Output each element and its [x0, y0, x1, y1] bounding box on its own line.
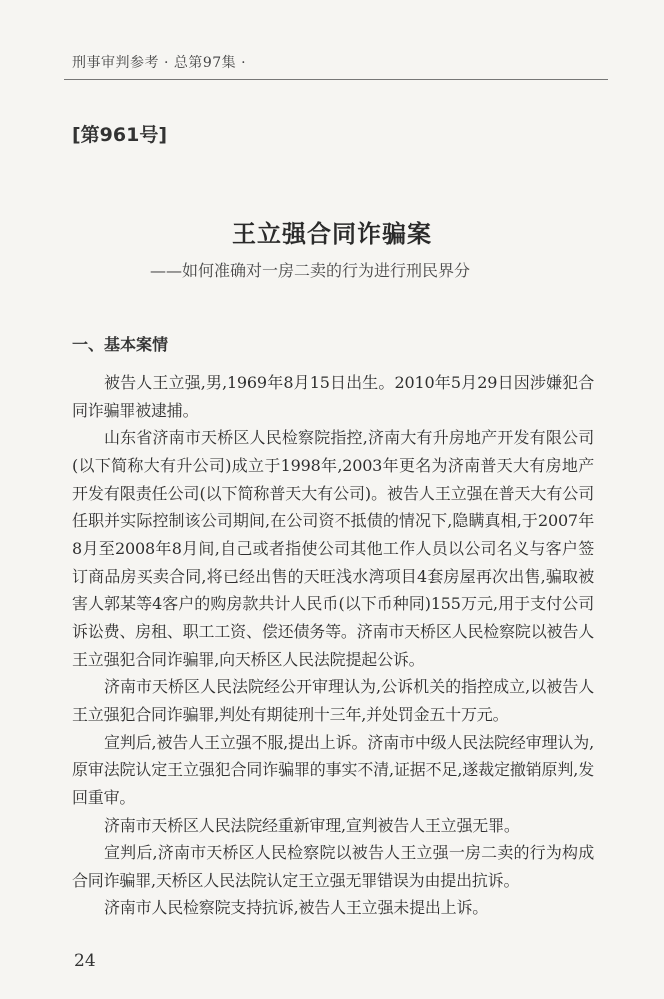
- running-head: 刑事审判参考 · 总第97集 ·: [72, 55, 247, 71]
- page-number: 24: [74, 951, 96, 971]
- paragraph: 宣判后,被告人王立强不服,提出上诉。济南市中级人民法院经审理认为,原审法院认定王立强犯合同诈骗罪的事实不清,证据不足,遂裁定撤销原判,发回重审。: [72, 732, 594, 807]
- paragraph: 山东省济南市天桥区人民检察院指控,济南大有升房地产开发有限公司(以下简称大有升公司)成立于1998年,2003年更名为济南普天大有房地产开发有限责任公司(以下简称普天大有公司)。被告人王立强在普天大有公司任职并实际控制该公司期间,在公司资不抵债的情况下,隐瞒真相,于2007年8月至2008年8月间,自己或者指使公司其他工作人员以公司名义与客户签订商品房买卖合同,将已经出售的天旺浅水湾项目4套房屋再次出售,骗取被害人郭某等4客户的购房款共计人民币(以下币种同)155万元,用于支付公司诉讼费、房租、职工工资、偿还债务等。济南市天桥区人民检察院以被告人王立强犯合同诈骗罪,向天桥区人民法院提起公诉。: [72, 428, 594, 669]
- paragraph: 济南市人民检察院支持抗诉,被告人王立强未提出上诉。: [104, 898, 489, 918]
- paragraph: 济南市天桥区人民法院经公开审理认为,公诉机关的指控成立,以被告人王立强犯合同诈骗罪,判处有期徒刑十三年,并处罚金五十万元。: [72, 677, 594, 724]
- paragraph: 宣判后,济南市天桥区人民检察院以被告人王立强一房二卖的行为构成合同诈骗罪,天桥区人民法院认定王立强无罪错误为由提出抗诉。: [72, 843, 594, 890]
- header-rule: [64, 79, 608, 80]
- case-number: [第961号]: [72, 124, 168, 146]
- paragraph: 济南市天桥区人民法院经重新审理,宣判被告人王立强无罪。: [104, 815, 520, 835]
- case-title: 王立强合同诈骗案: [232, 219, 432, 248]
- section-heading: 一、基本案情: [72, 335, 169, 354]
- case-subtitle: ——如何准确对一房二卖的行为进行刑民界分: [150, 261, 471, 280]
- body-text: [72, 369, 594, 922]
- paragraph: 被告人王立强,男,1969年8月15日出生。2010年5月29日因涉嫌犯合同诈骗罪被逮捕。: [72, 373, 594, 420]
